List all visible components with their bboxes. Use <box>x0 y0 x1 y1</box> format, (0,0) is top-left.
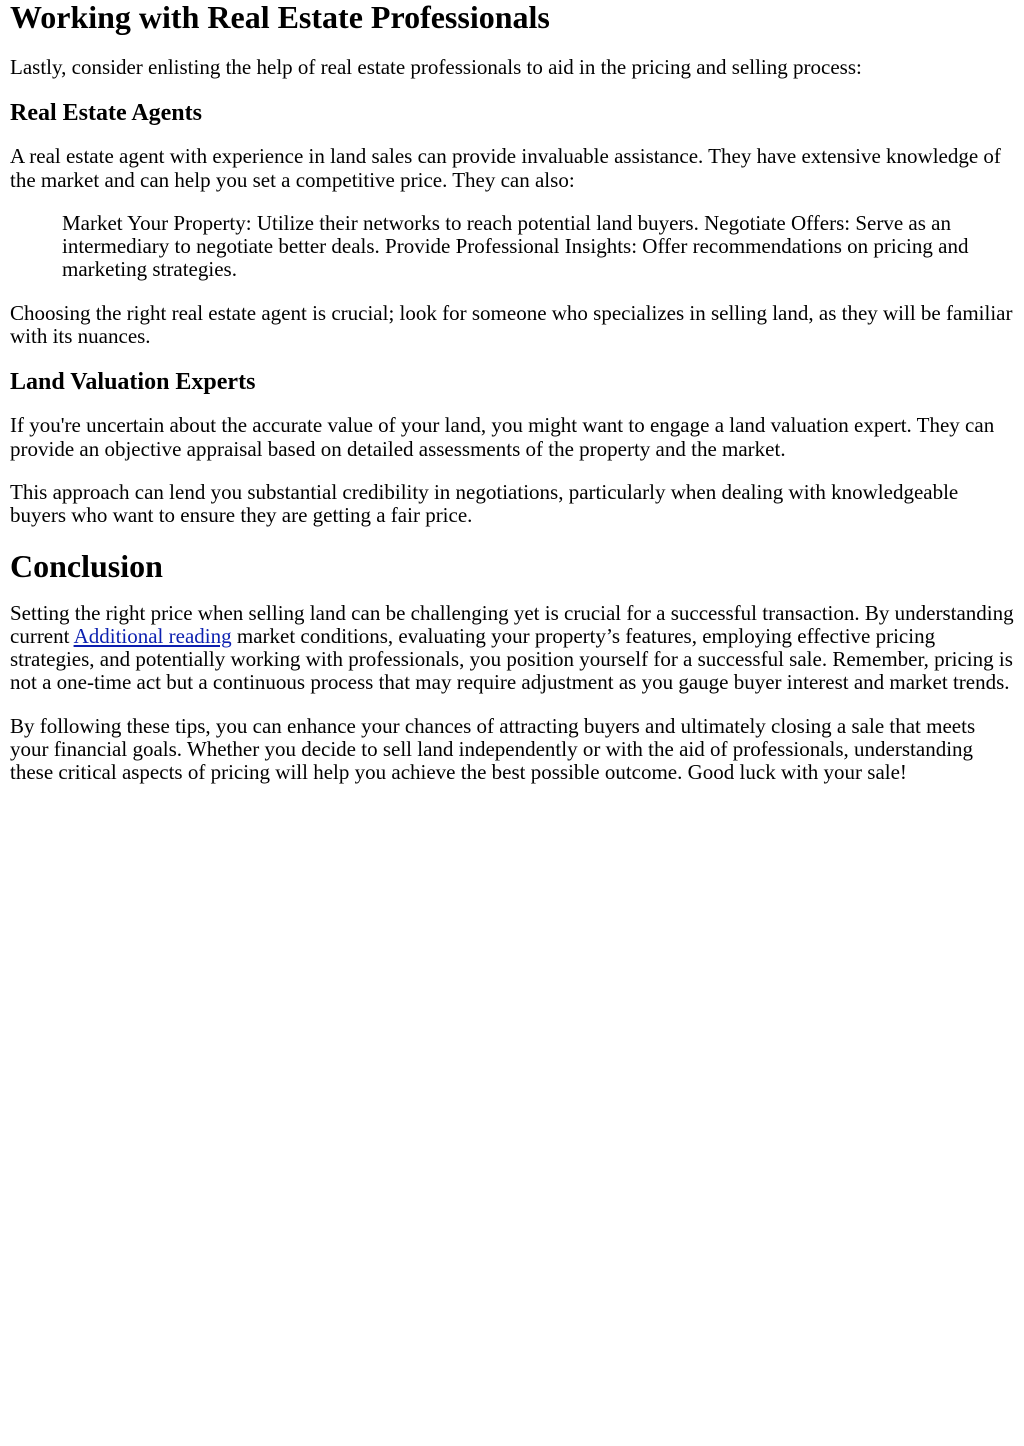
additional-reading-link[interactable]: Additional reading <box>73 623 232 648</box>
section-title: Working with Real Estate Professionals <box>10 0 550 35</box>
agents-paragraph: A real estate agent with experience in land sales can provide invaluable assistance. They have extensive knowledge of the market and can help you set a competitive price. They can also: <box>10 144 1001 192</box>
conclusion-paragraph-2: By following these tips, you can enhance your chances of attracting buyers and ultimately closing a sale that meets your financial goals. Whether you decide to sell land independently or with the aid of professionals, understanding these critical aspects of pricing will help you achieve the best possible outcome. Good luck with your sale! <box>10 713 976 785</box>
agents-heading: Real Estate Agents <box>10 100 202 127</box>
conclusion-heading: Conclusion <box>10 547 163 584</box>
conclusion-text-before-link: Setting the right price when selling land can be challenging yet is crucial for a successful transaction. By understanding current <box>10 600 1014 648</box>
valuation-paragraph-2: This approach can lend you substantial credibility in negotiations, particularly when dealing with knowledgeable buyers who want to ensure they are getting a fair price. <box>10 479 959 528</box>
conclusion-text-after-link: market conditions, evaluating your property’s features, employing effective pricing strategies, and potentially working with professionals, you position yourself for a successful sale. Remember, pricing is not a one-time act but a continuous process that may require adjustment as you gauge buyer interest and market trends. <box>10 623 1013 695</box>
conclusion-paragraph-1 <box>10 602 1014 695</box>
intro-paragraph: Lastly, consider enlisting the help of real estate professionals to aid in the pricing and selling process: <box>10 55 862 79</box>
agents-blockquote: Market Your Property: Utilize their networks to reach potential land buyers. Negotiate Offers: Serve as an intermediary to negotiate better deals. Provide Professional Insights: Offer recommendations on pricing and marketing strategies. <box>62 210 969 282</box>
valuation-heading: Land Valuation Experts <box>10 369 256 396</box>
agents-closing-paragraph: Choosing the right real estate agent is crucial; look for someone who specializes in selling land, as they will be familiar with its nuances. <box>10 300 1013 349</box>
valuation-paragraph-1: If you're uncertain about the accurate value of your land, you might want to engage a land valuation expert. They can provide an objective appraisal based on detailed assessments of the property and the market. <box>10 413 995 461</box>
